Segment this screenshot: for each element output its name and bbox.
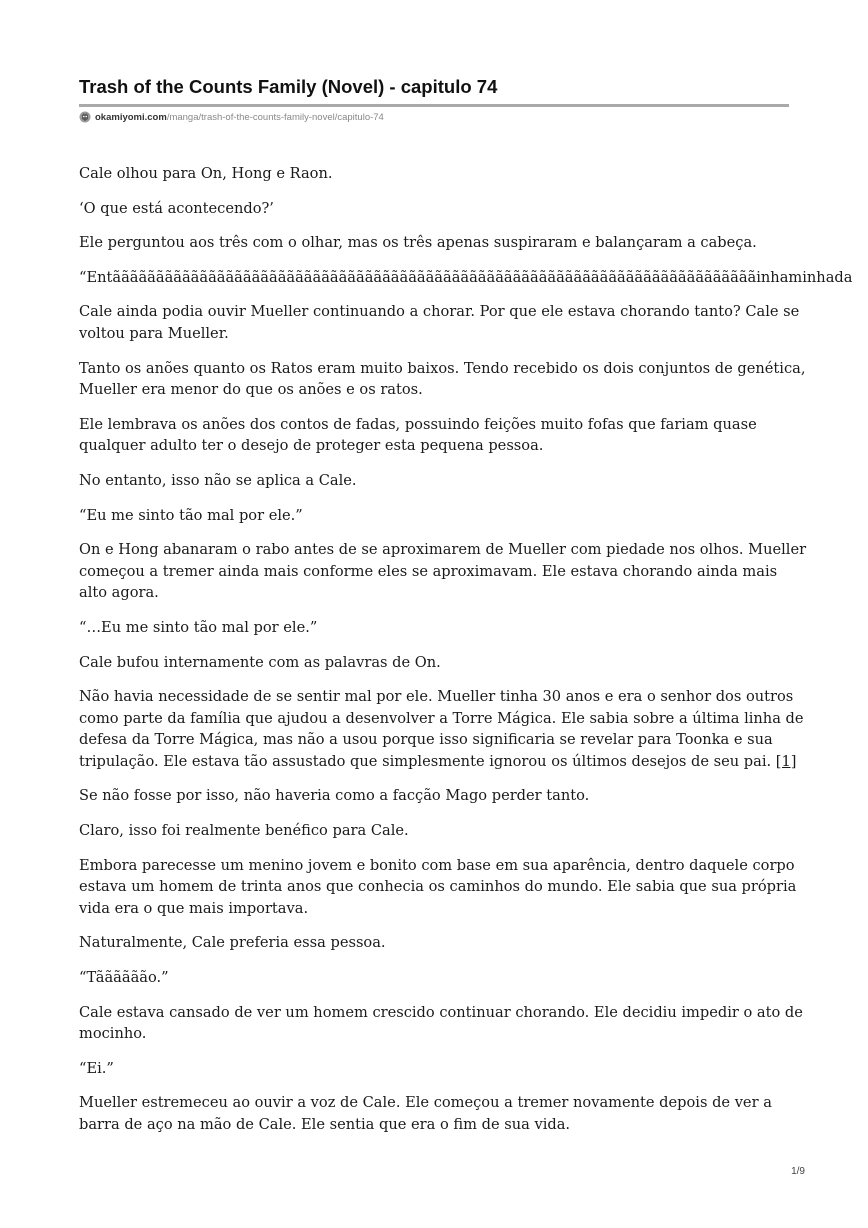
- source-line: [79, 111, 384, 123]
- paragraph: Tanto os anões quanto os Ratos eram muito baixos. Tendo recebido os dois conjuntos de genética, Mueller era menor do que os anões e os ratos.: [79, 359, 806, 399]
- site-logo-icon: [79, 111, 91, 123]
- paragraph: Ele perguntou aos três com o olhar, mas os três apenas suspiraram e balançaram a cabeça.: [79, 234, 757, 252]
- paragraph: Mueller estremeceu ao ouvir a voz de Cale. Ele começou a tremer novamente depois de ver a barra de aço na mão de Cale. Ele sentia que era o fim de sua vida.: [79, 1094, 772, 1133]
- paragraph: Claro, isso foi realmente benéfico para Cale.: [79, 822, 409, 840]
- footnote-link[interactable]: [1]: [775, 752, 797, 770]
- paragraph: “Eu me sinto tão mal por ele.”: [79, 506, 303, 524]
- paragraph: Cale bufou internamente com as palavras de On.: [79, 653, 441, 671]
- paragraph-with-footnote: [79, 686, 809, 772]
- page-number: 1/9: [791, 1166, 805, 1177]
- paragraph: Se não fosse por isso, não haveria como a facção Mago perder tanto.: [79, 787, 590, 805]
- paragraph: On e Hong abanaram o rabo antes de se aproximarem de Mueller com piedade nos olhos. Mueller começou a tremer ainda mais conforme eles se aproximavam. Ele estava chorando ainda mais alto agora.: [79, 541, 807, 602]
- article-body: [79, 163, 853, 1149]
- paragraph: Naturalmente, Cale preferia essa pessoa.: [79, 934, 386, 952]
- paragraph: “Tãããããão.”: [79, 969, 169, 987]
- paragraph: Embora parecesse um menino jovem e bonito com base em sua aparência, dentro daquele corpo estava um homem de trinta anos que conhecia os caminhos do mundo. Ele sabia que sua própria vida era o que mais importava.: [79, 856, 797, 917]
- paragraph: “…Eu me sinto tão mal por ele.”: [79, 618, 318, 636]
- paragraph: ‘O que está acontecendo?’: [79, 199, 274, 217]
- paragraph: No entanto, isso não se aplica a Cale.: [79, 471, 357, 489]
- paragraph: “Ei.”: [79, 1059, 114, 1077]
- paragraph: Cale ainda podia ouvir Mueller continuando a chorar. Por que ele estava chorando tanto? Cale se voltou para Mueller.: [79, 303, 800, 342]
- document-title: Trash of the Counts Family (Novel) - capitulo 74: [79, 76, 498, 97]
- source-path-link[interactable]: /manga/trash-of-the-counts-family-novel/capitulo-74: [166, 111, 384, 123]
- source-domain-link[interactable]: okamiyomi.com: [95, 111, 167, 123]
- paragraph: Cale olhou para On, Hong e Raon.: [79, 165, 333, 182]
- title-divider: [79, 104, 789, 107]
- paragraph: Ele lembrava os anões dos contos de fadas, possuindo feições muito fofas que fariam quase qualquer adulto ter o desejo de proteger esta pequena pessoa.: [79, 415, 757, 455]
- paragraph-text: Não havia necessidade de se sentir mal por ele. Mueller tinha 30 anos e era o senhor dos outros como parte da família que ajudou a desenvolver a Torre Mágica. Ele sabia sobre a última linha de defesa da Torre Mágica, mas não a usou porque isso significaria se revelar para Toonka e sua tripulação. Ele estava tão assustado que simplesmente ignorou os últimos desejos de seu pai.: [79, 688, 804, 770]
- paragraph: Cale estava cansado de ver um homem crescido continuar chorando. Ele decidiu impedir o ato de mocinho.: [79, 1003, 803, 1043]
- paragraph: “Entããããããããããããããããããããããããããããããããããããããããããããããããããããããããããããããããããããããããããinhaminhada: [79, 268, 853, 286]
